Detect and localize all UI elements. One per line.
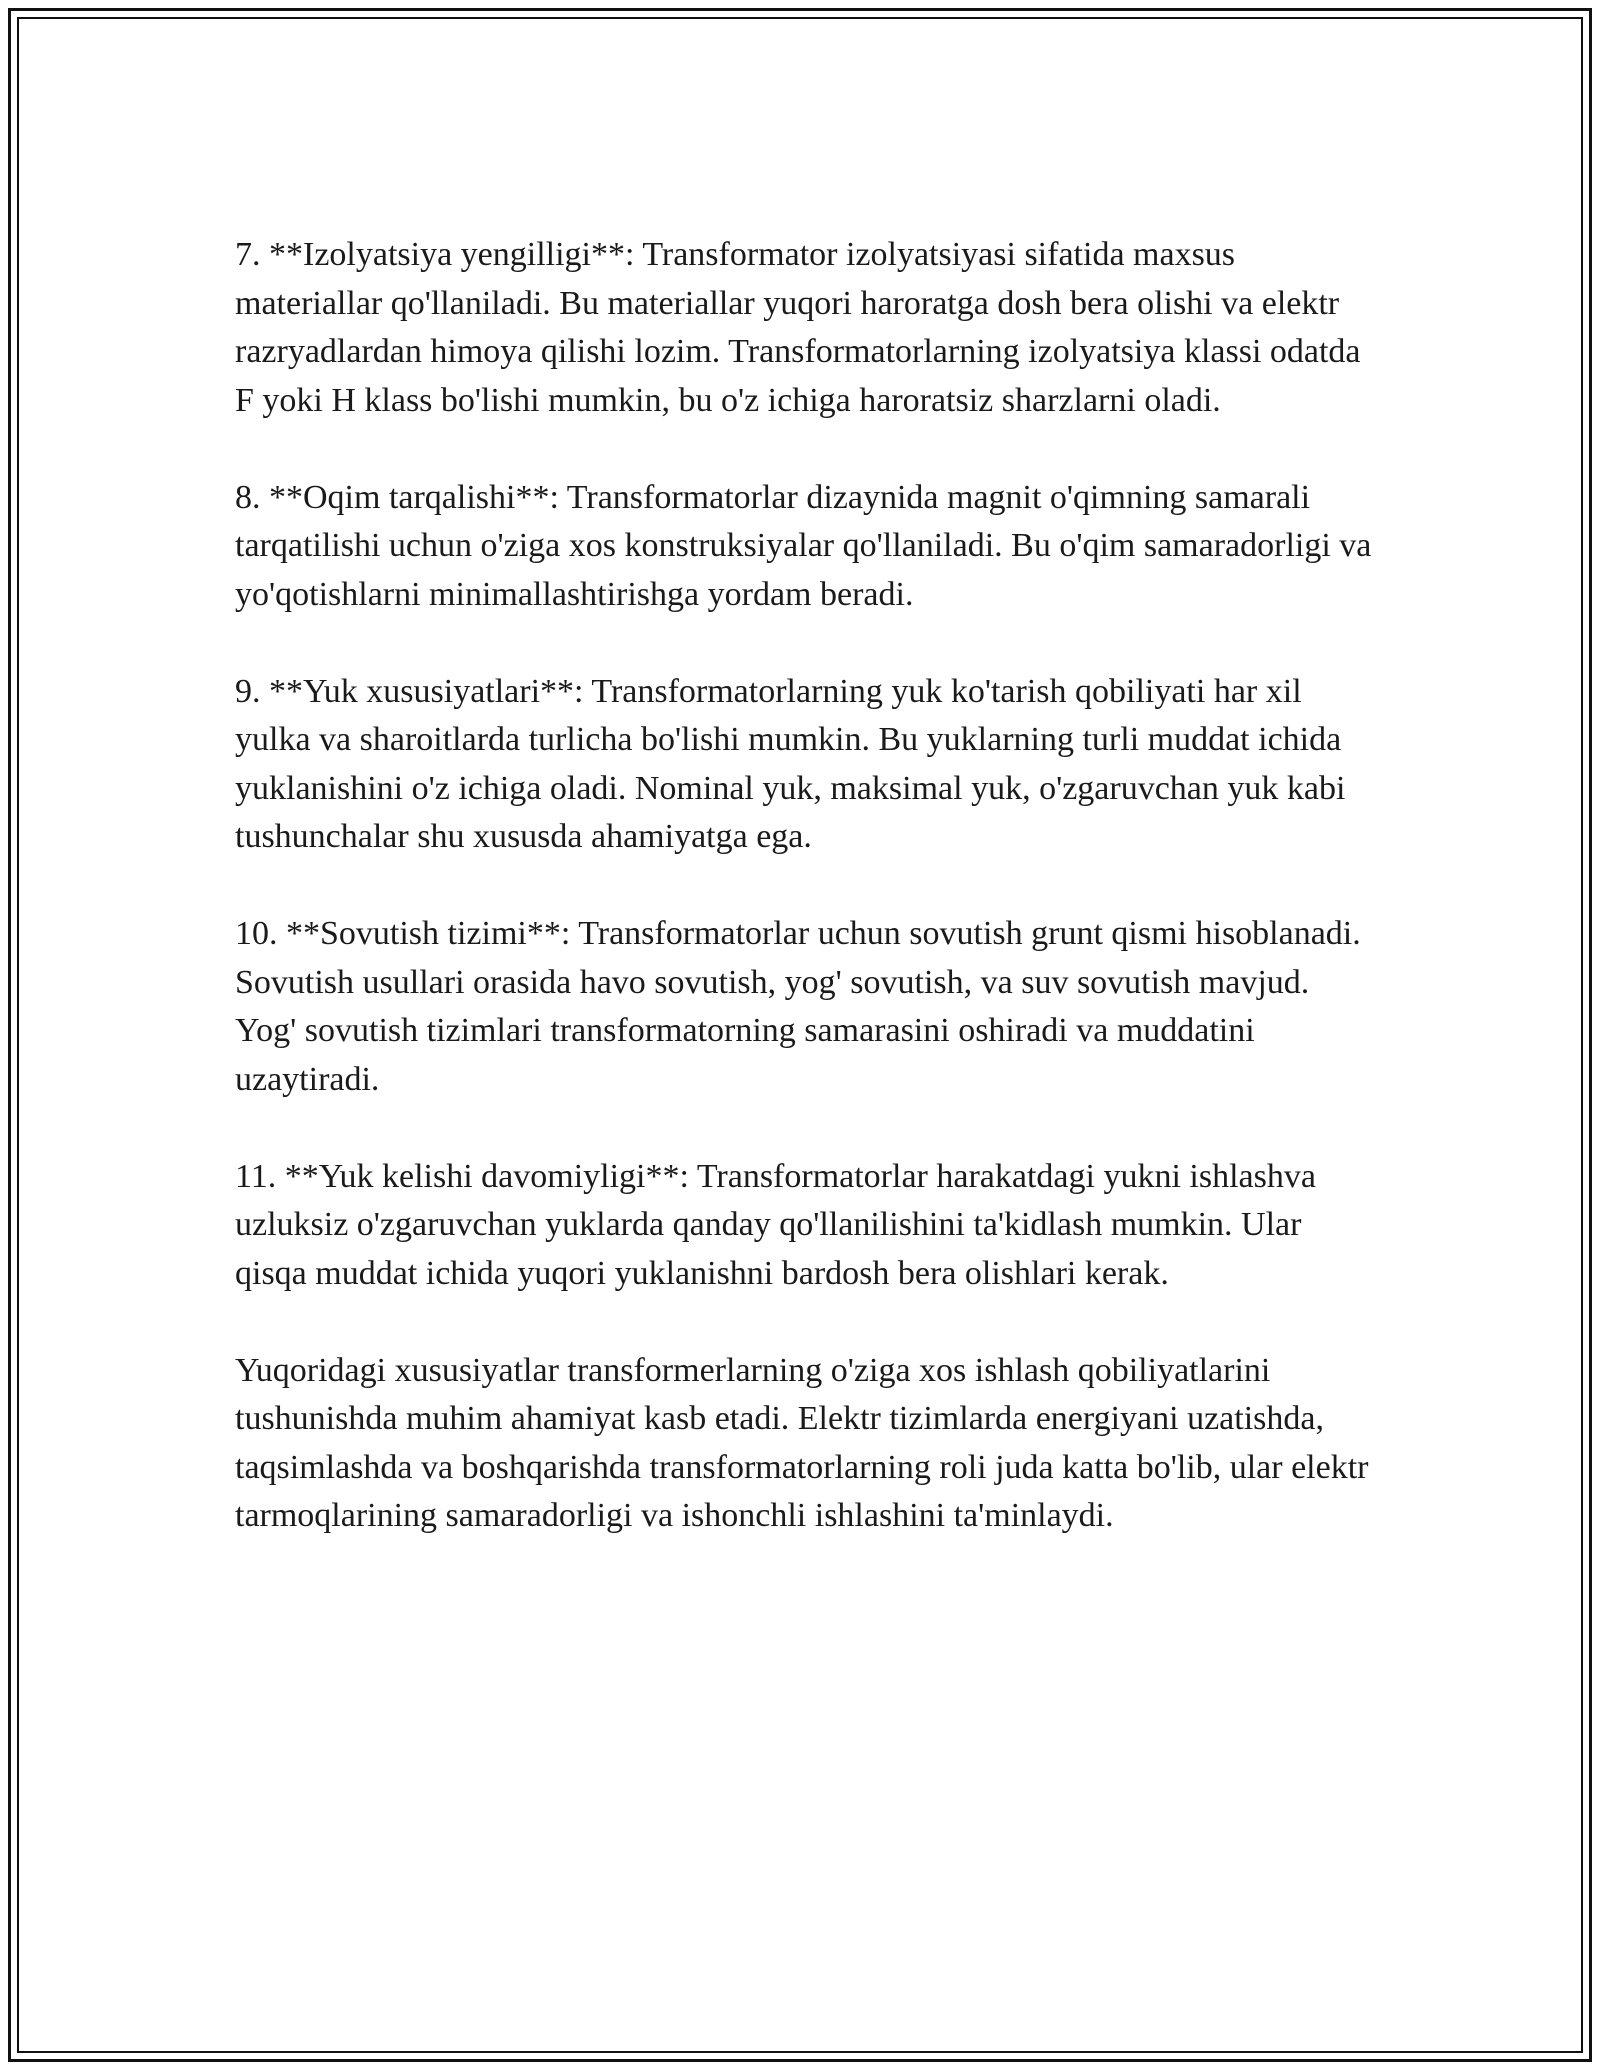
document-body: [235, 231, 1375, 1541]
paragraph-conclusion: Yuqoridagi xususiyatlar transformerlarning o'ziga xos ishlash qobiliyatlarini tushunishda muhim ahamiyat kasb etadi. Elektr tizimlarda energiyani uzatishda, taqsimlashda va boshqarishda transformatorlarning roli juda katta bo'lib, ular elektr tarmoqlarining samaradorligi va ishonchli ishlashini ta'minlaydi.: [235, 1351, 1369, 1534]
paragraph-item-10: 10. **Sovutish tizimi**: Transformatorlar uchun sovutish grunt qismi hisoblanadi. Sovutish usullari orasida havo sovutish, yog' sovutish, va suv sovutish mavjud. Yog' sovutish tizimlari transformatorning samarasini oshiradi va muddatini uzaytiradi.: [235, 915, 1361, 1098]
paragraph-item-9: 9. **Yuk xususiyatlari**: Transformatorlarning yuk ko'tarish qobiliyati har xil yulka va sharoitlarda turlicha bo'lishi mumkin. Bu yuklarning turli muddat ichida yuklanishini o'z ichiga oladi. Nominal yuk, maksimal yuk, o'zgaruvchan yuk kabi tushunchalar shu xususda ahamiyatga ega.: [235, 672, 1346, 855]
paragraph-item-11: 11. **Yuk kelishi davomiyligi**: Transformatorlar harakatdagi yukni ishlashva uzluksiz o'zgaruvchan yuklarda qanday qo'llanilishini ta'kidlash mumkin. Ular qisqa muddat ichida yuqori yuklanishni bardosh bera olishlari kerak.: [235, 1157, 1316, 1292]
paragraph-item-8: 8. **Oqim tarqalishi**: Transformatorlar dizaynida magnit o'qimning samarali tarqatilishi uchun o'ziga xos konstruksiyalar qo'llaniladi. Bu o'qim samaradorligi va yo'qotishlarni minimallashtirishga yordam beradi.: [235, 478, 1372, 613]
paragraph-item-7: 7. **Izolyatsiya yengilligi**: Transformator izolyatsiyasi sifatida maxsus materiallar qo'llaniladi. Bu materiallar yuqori haroratga dosh bera olishi va elektr razryadlardan himoya qilishi lozim. Transformatorlarning izolyatsiya klassi odatda F yoki H klass bo'lishi mumkin, bu o'z ichiga haroratsiz sharzlarni oladi.: [235, 236, 1361, 419]
